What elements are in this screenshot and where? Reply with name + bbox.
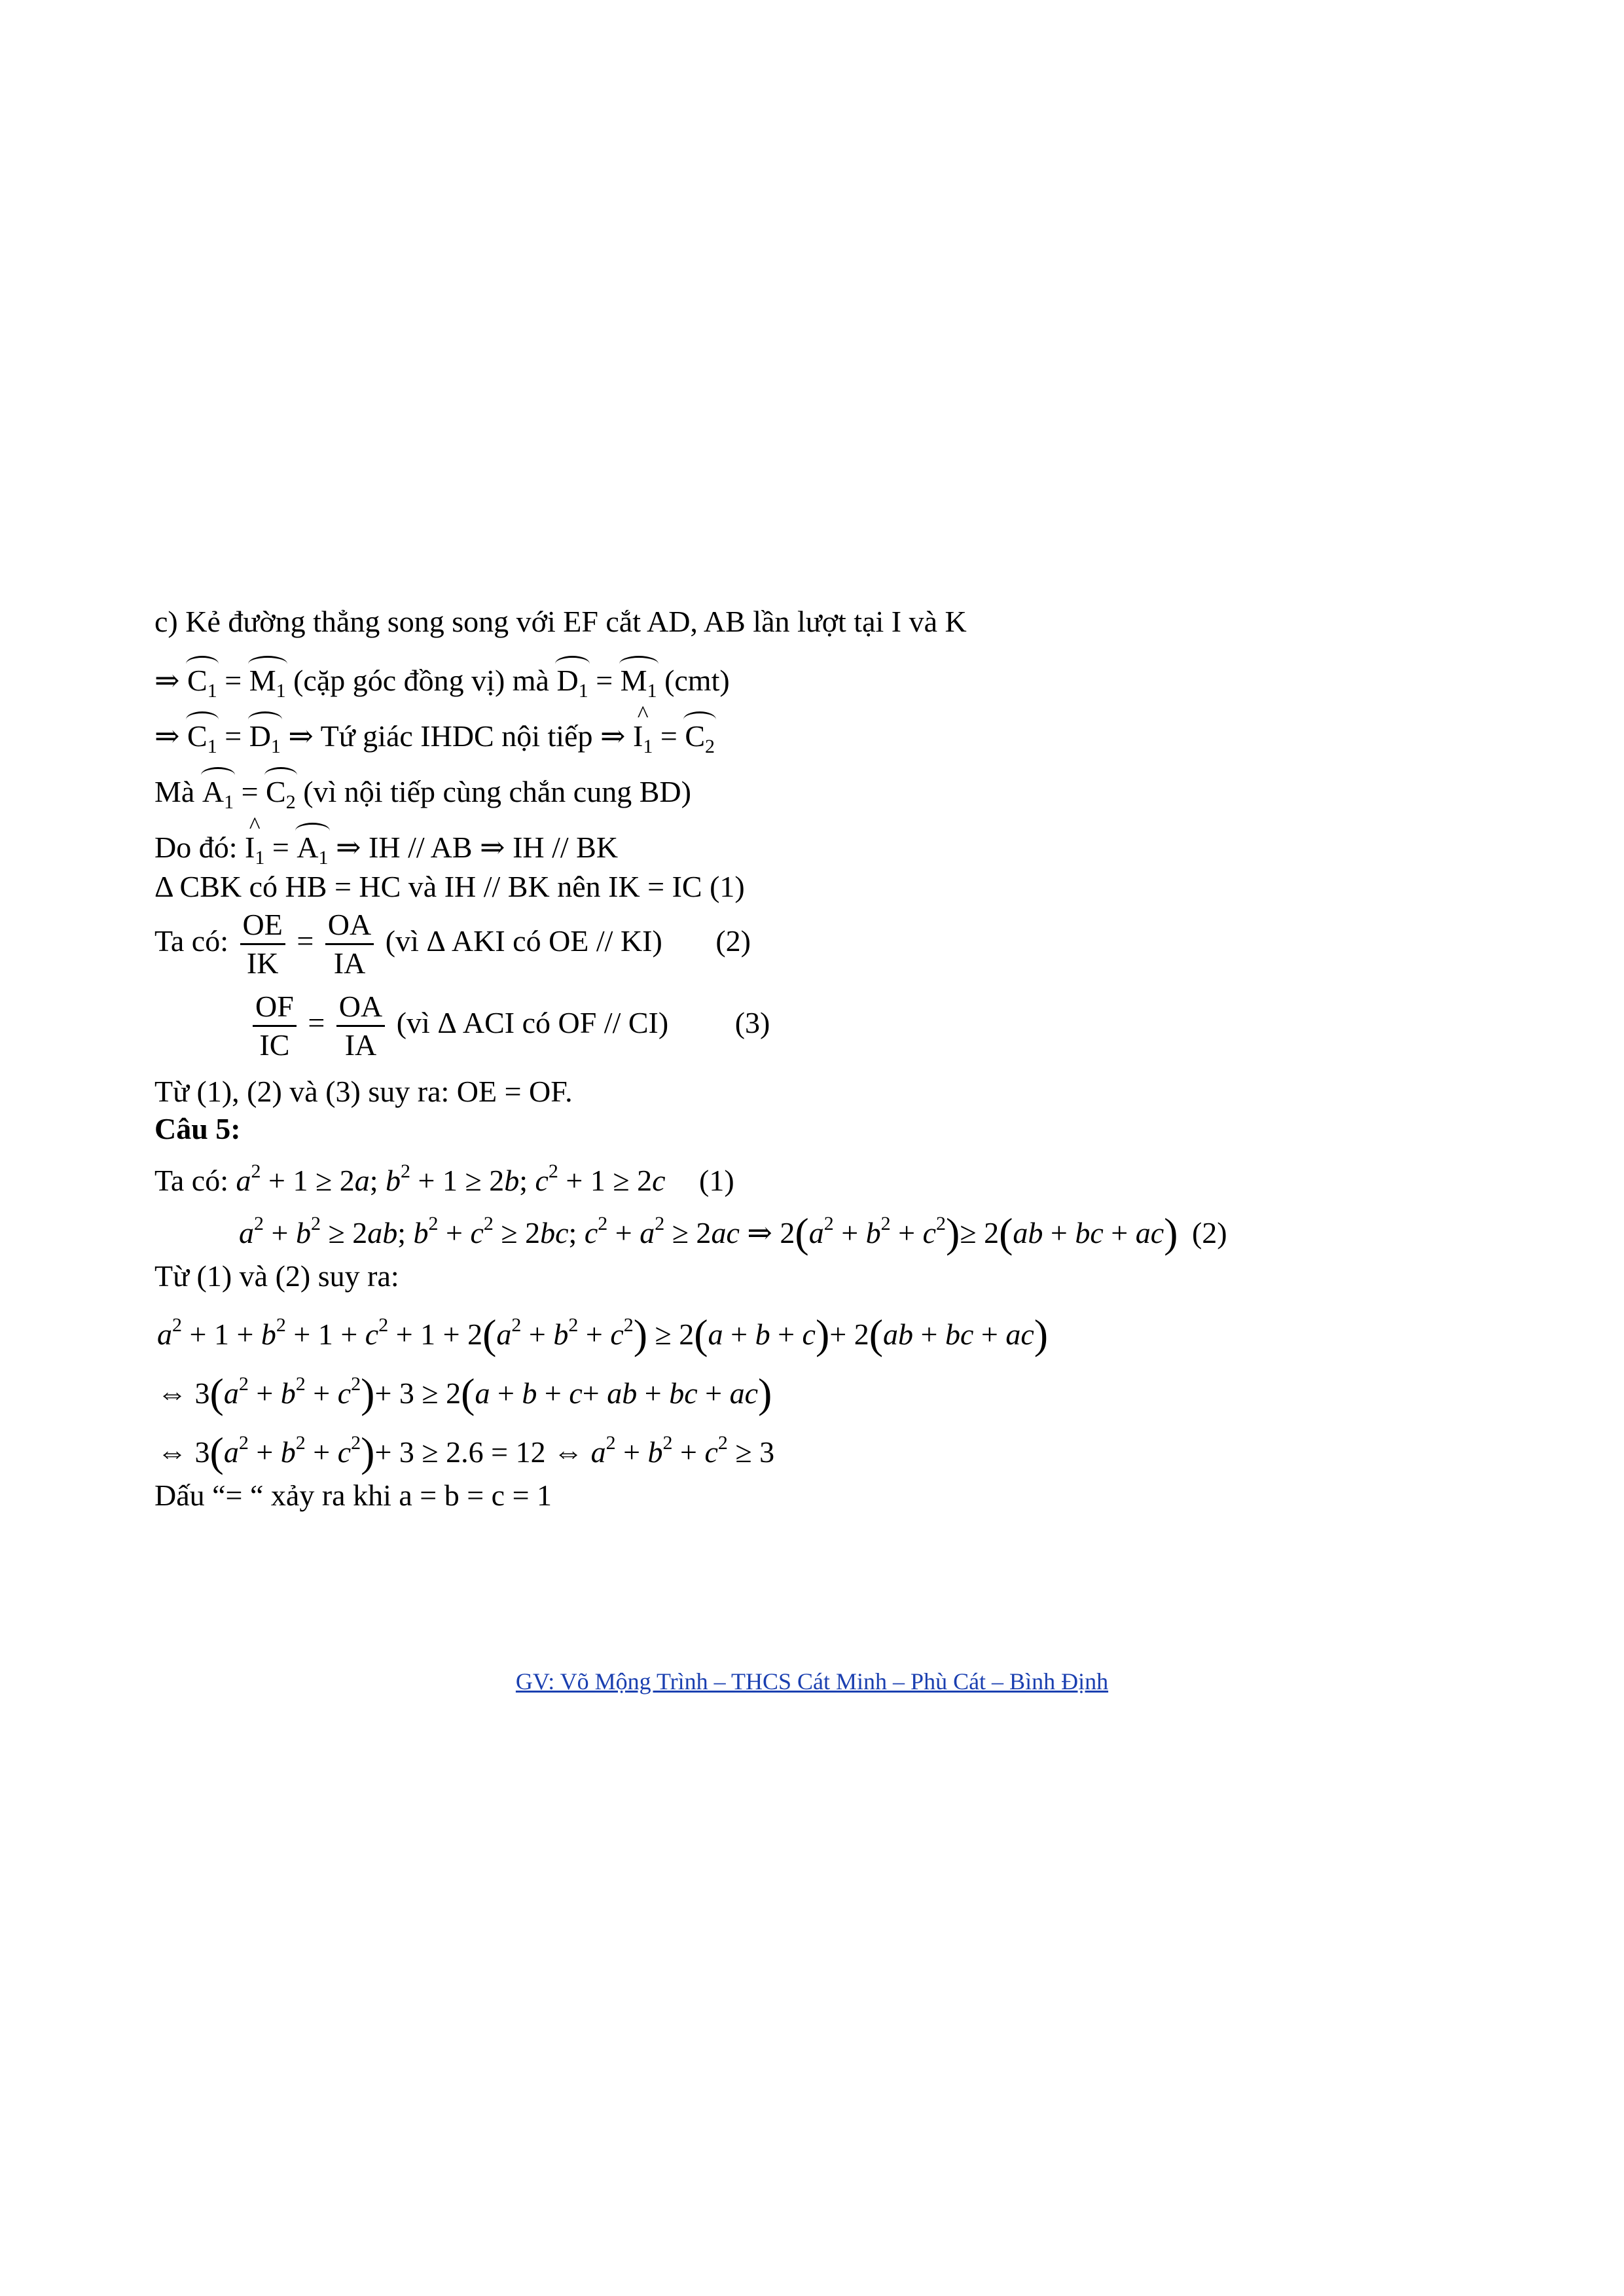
- angle-m1-b: $M_1$: [621, 655, 657, 711]
- fraction-of-ic: $\frac{OF}{IC}$: [253, 988, 297, 1064]
- angle-a1: $A_1$: [297, 821, 328, 878]
- text-line-17: Dấu “= “ xảy ra khi a = b = c = 1: [154, 1479, 552, 1512]
- text-line-1: c) Kẻ đường thẳng song song với EF cắt AD, AB lần lượt tại I và K: [154, 605, 967, 638]
- angle-c2: $C_2$: [266, 766, 296, 822]
- angle-c1: $C_1$: [187, 655, 217, 711]
- text-line-4: Mà $A_1 = C_2$ (vì nội tiếp cùng chắn cung BD): [154, 766, 691, 822]
- text-line-5: Do đó: ^ $I_1 = A_1$ ⇒ IH // AB ⇒ IH // BK: [154, 821, 618, 878]
- angle-i1: ^ $I_1$: [245, 821, 264, 878]
- text-line-14: $a^2 + 1 + b^2 + 1 + c^2 + 1 + 2(a^2 + b^2 + c^2) \ge 2(a + b + c)+ 2(ab$ + bc + ac): [157, 1311, 1049, 1357]
- angle-d1: $D_1$: [556, 655, 588, 711]
- text-line-12: $a^2 + b^2 \ge 2ab$; $b^2 + c^2 \ge 2bc$; $c^2 + a^2 \ge 2ac$ ⇒ $2(a^2 + b^2 + c^2)\ge 2(ab$ + bc + ac) (2): [239, 1210, 1227, 1256]
- angle-i1: ^ $I_1$: [633, 710, 653, 766]
- fraction-oa-ia: $\frac{OA}{IA}$: [336, 988, 385, 1064]
- text-line-15: ⇔ $3(a^2 + b^2 + c^2)+ 3 \ge 2(a + b + c+$ ab + bc + ac): [157, 1370, 772, 1416]
- text-line-2: ⇒ $C_1 = M_1$ (cặp góc đồng vị) mà $D_1 = M_1$ (cmt): [154, 655, 730, 711]
- fraction-oe-ik: $\frac{OE}{IK}$: [240, 906, 285, 982]
- angle-m1: $M_1$: [249, 655, 286, 711]
- text-line-11: Ta có: $a^2 + 1 \ge 2a$; $b^2 + 1 \ge 2b$; $c^2 + 1 \ge 2c$ (1): [154, 1160, 734, 1197]
- angle-d1: $D_1$: [249, 710, 281, 766]
- fraction-oa-ia: $\frac{OA}{IA}$: [325, 906, 374, 982]
- text-line-16: ⇔ $3(a^2 + b^2 + c^2)+ 3 \ge 2.6 = 12$ ⇔ $a^2 + b^2 + c^2 \ge 3$: [157, 1429, 775, 1475]
- angle-c2: $C_2$: [685, 710, 715, 766]
- angle-a1: $A_1$: [202, 766, 234, 822]
- heading-cau-5: Câu 5:: [154, 1112, 241, 1145]
- text-line-9: Từ (1), (2) và (3) suy ra: OE = OF.: [154, 1075, 573, 1108]
- footer-author-link[interactable]: GV: Võ Mộng Trình – THCS Cát Minh – Phù Cát – Bình Định: [515, 1668, 1109, 1695]
- text-line-6: Δ CBK có HB = HC và IH // BK nên IK = IC (1): [154, 870, 745, 903]
- angle-c1: $C_1$: [187, 710, 217, 766]
- text-line-3: ⇒ $C_1 = D_1$ ⇒ Tứ giác IHDC nội tiếp ⇒ ^ $I_1 = C_2$: [154, 710, 715, 766]
- text-line-7: Ta có: $\frac{OE}{IK}$ = $\frac{OA}{IA}$ (vì Δ AKI có OE // KI) (2): [154, 906, 751, 982]
- text-line-13: Từ (1) và (2) suy ra:: [154, 1259, 399, 1293]
- text-line-8: $\frac{OF}{IC}$ = $\frac{OA}{IA}$ (vì Δ ACI có OF // CI) (3): [249, 988, 770, 1064]
